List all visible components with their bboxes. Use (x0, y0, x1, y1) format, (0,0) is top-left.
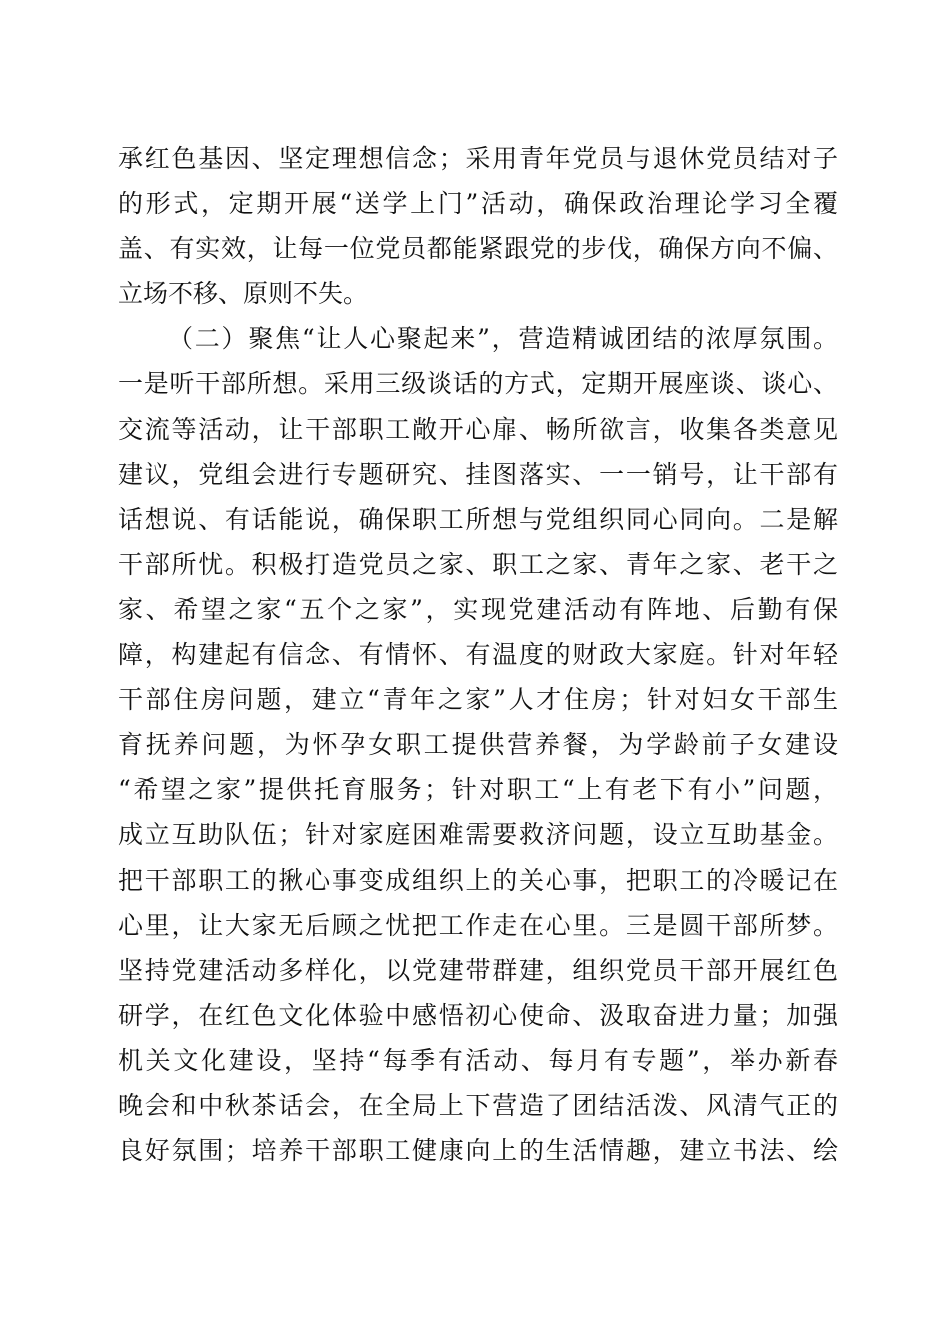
text-line: 研学，在红色文化体验中感悟初心使命、汲取奋进力量；加强 (118, 1000, 838, 1030)
text-line: 盖、有实效，让每一位党员都能紧跟党的步伐，确保方向不偏、 (118, 234, 838, 264)
body-text (118, 136, 838, 1173)
text-line: 立场不移、原则不失。 (118, 279, 369, 309)
text-line: 一是听干部所想。采用三级谈话的方式，定期开展座谈、谈心、 (118, 369, 838, 399)
text-line: 晚会和中秋茶话会，在全局上下营造了团结活泼、风清气正的 (118, 1090, 838, 1120)
text-line: 障，构建起有信念、有情怀、有温度的财政大家庭。针对年轻 (118, 640, 838, 670)
text-line: 坚持党建活动多样化，以党建带群建，组织党员干部开展红色 (118, 955, 838, 985)
text-line: 干部住房问题，建立“青年之家”人才住房；针对妇女干部生 (118, 685, 838, 715)
text-line: 话想说、有话能说，确保职工所想与党组织同心同向。二是解 (118, 504, 838, 534)
text-line: 交流等活动，让干部职工敞开心扉、畅所欲言，收集各类意见 (118, 414, 838, 444)
text-line: 承红色基因、坚定理想信念；采用青年党员与退休党员结对子 (118, 144, 838, 173)
text-line: 良好氛围；培养干部职工健康向上的生活情趣，建立书法、绘 (118, 1136, 838, 1166)
section-heading: （二）聚焦“让人心聚起来”，营造精诚团结的浓厚氛围。 (168, 324, 838, 354)
text-line: 家、希望之家“五个之家”，实现党建活动有阵地、后勤有保 (118, 594, 838, 624)
text-line: 的形式，定期开展“送学上门”活动，确保政治理论学习全覆 (118, 189, 838, 219)
text-line: 心里，让大家无后顾之忧把工作走在心里。三是圆干部所梦。 (118, 910, 838, 940)
text-line: 干部所忧。积极打造党员之家、职工之家、青年之家、老干之 (118, 549, 838, 579)
text-line: “希望之家”提供托育服务；针对职工“上有老下有小”问题， (118, 775, 838, 805)
text-line: 育抚养问题，为怀孕女职工提供营养餐，为学龄前子女建设 (118, 730, 838, 760)
text-line: 把干部职工的揪心事变成组织上的关心事，把职工的冷暖记在 (118, 865, 838, 895)
text-line: 建议，党组会进行专题研究、挂图落实、一一销号，让干部有 (118, 459, 838, 489)
text-line: 机关文化建设，坚持“每季有活动、每月有专题”，举办新春 (118, 1045, 838, 1075)
text-line: 成立互助队伍；针对家庭困难需要救济问题，设立互助基金。 (118, 820, 838, 850)
